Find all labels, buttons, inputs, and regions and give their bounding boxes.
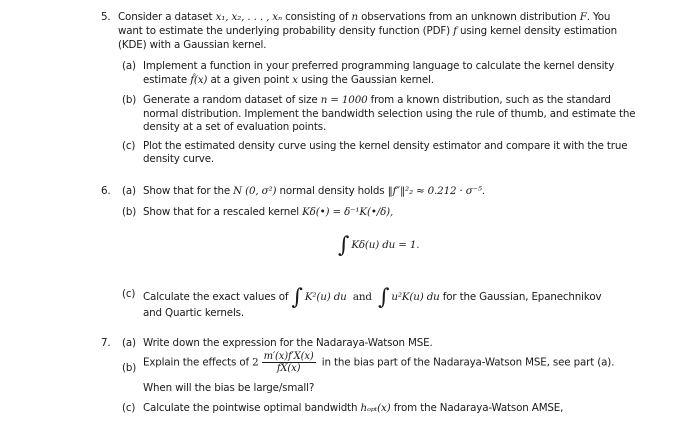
q7b-line-2: When will the bias be large/small?: [143, 382, 315, 394]
q6a-label: (a): [122, 185, 136, 197]
q5a-label: (a): [122, 60, 136, 72]
q5-intro-line-2: want to estimate the underlying probability density function (PDF) f using kernel density estimation: [118, 25, 618, 37]
integral-sign: ∫: [378, 285, 390, 310]
q6c-label: (c): [122, 288, 136, 300]
q6a-line: Show that for the N (0, σ²) normal density holds ‖f″‖²₂ ≈ 0.212 · σ⁻⁵.: [143, 185, 486, 197]
q5c-label: (c): [122, 140, 136, 152]
q7c-label: (c): [122, 402, 136, 414]
q7a-line: Write down the expression for the Nadaraya-Watson MSE.: [143, 337, 433, 349]
q5a-line-2: estimate f̂(x) at a given point x using the Gaussian kernel.: [143, 74, 434, 86]
bias-fraction: $\frac{m'(x)f'X(x)}{fX(x)}$: [263, 351, 314, 374]
integral-sign: ∫: [338, 233, 350, 258]
q6b-line: Show that for a rescaled kernel Kδ(•) = δ⁻¹K(•/δ),: [143, 206, 394, 218]
q6c-line-1: Calculate the exact values of ∫ K²(u) du and ∫ u²K(u) du for the Gaussian, Epanechnikov: [143, 285, 602, 310]
q7b-line-1: Explain the effects of 2 $\frac{m'(x)f'X(x)}{fX(x)}$ in the bias part of the Nadaraya-Watson MSE, see part (a).: [143, 351, 615, 374]
q6c-line-2: and Quartic kernels.: [143, 307, 244, 319]
q6-number: 6.: [101, 185, 111, 197]
q7b-label: (b): [122, 362, 137, 374]
q6-display-equation: ∫ Kδ(u) du = 1.: [338, 233, 420, 258]
q5a-line-1: Implement a function in your preferred programming language to calculate the kernel density: [143, 60, 615, 72]
q7a-label: (a): [122, 337, 136, 349]
q5c-line-2: density curve.: [143, 153, 215, 165]
integral-sign: ∫: [291, 285, 303, 310]
q5-number: 5.: [101, 11, 111, 23]
q7-number: 7.: [101, 337, 111, 349]
q7c-line: Calculate the pointwise optimal bandwidth hₒₚₜ(x) from the Nadaraya-Watson AMSE,: [143, 402, 564, 414]
q5c-line-1: Plot the estimated density curve using the kernel density estimator and compare it with the true: [143, 140, 628, 152]
q5b-label: (b): [122, 94, 137, 106]
q5b-line-1: Generate a random dataset of size n = 1000 from a known distribution, such as the standard: [143, 94, 611, 106]
q5b-line-2: normal distribution. Implement the bandwidth selection using the rule of thumb, and estimate the: [143, 108, 636, 120]
q5-intro-line-3: (KDE) with a Gaussian kernel.: [118, 39, 267, 51]
q5-intro-line-1: Consider a dataset x₁, x₂, . . . , xₙ consisting of n observations from an unknown distribution F. You: [118, 11, 611, 23]
q6b-label: (b): [122, 206, 137, 218]
q5b-line-3: density at a set of evaluation points.: [143, 121, 327, 133]
